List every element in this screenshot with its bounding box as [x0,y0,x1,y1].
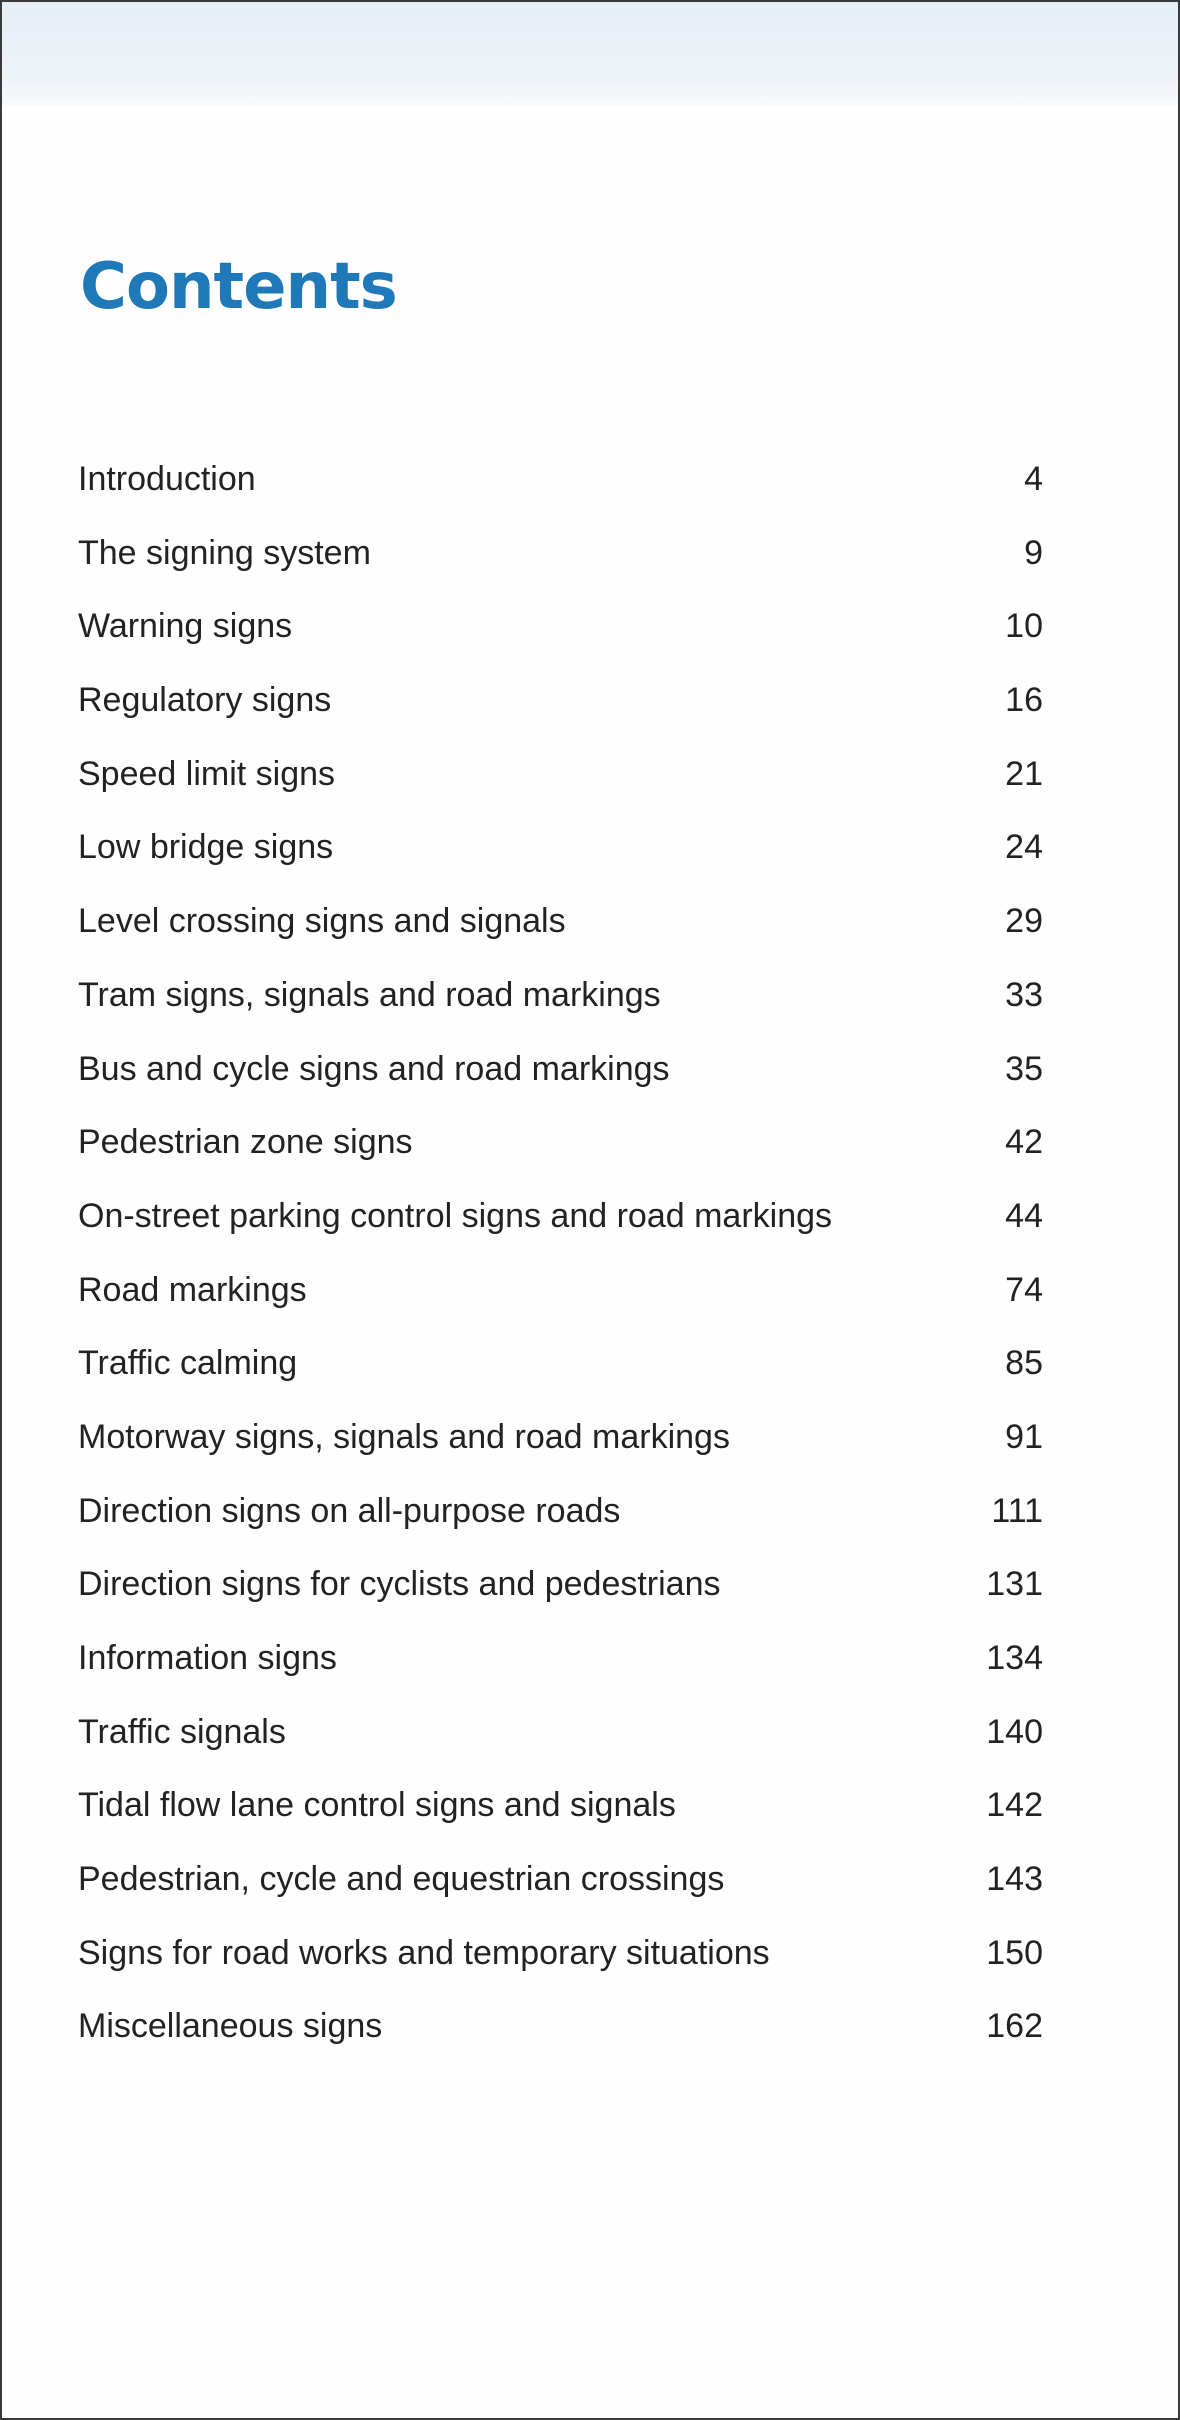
toc-entry-label: Introduction [78,460,256,498]
table-of-contents [2,460,1178,2081]
toc-entry-label: Miscellaneous signs [78,2007,383,2046]
toc-entry-page-number: 134 [986,1639,1043,1677]
toc-entry-page-number: 143 [986,1860,1043,1899]
toc-entry[interactable] [2,755,1178,829]
toc-entry-label: Direction signs for cyclists and pedestrians [78,1565,721,1604]
toc-entry[interactable] [2,1713,1178,1787]
toc-entry-label: Low bridge signs [78,828,334,867]
toc-entry-label: Motorway signs, signals and road markings [78,1417,730,1456]
toc-entry[interactable] [2,902,1178,976]
toc-entry[interactable] [2,1197,1178,1271]
toc-entry[interactable] [2,1344,1178,1418]
toc-entry-page-number: 162 [986,2007,1043,2046]
toc-entry[interactable] [2,2007,1178,2081]
toc-entry-page-number: 33 [1005,975,1043,1014]
toc-entry-page-number: 44 [1005,1196,1043,1235]
toc-entry[interactable] [2,607,1178,681]
toc-entry-label: Pedestrian, cycle and equestrian crossings [78,1860,725,1899]
toc-entry-page-number: 9 [1024,533,1043,572]
toc-entry[interactable] [2,1418,1178,1492]
toc-entry-page-number: 140 [986,1712,1043,1751]
toc-entry-page-number: 111 [991,1491,1043,1530]
toc-entry[interactable] [2,1860,1178,1934]
toc-entry-page-number: 10 [1005,607,1043,646]
toc-entry[interactable] [2,1934,1178,2008]
toc-entry-label: Bus and cycle signs and road markings [78,1049,670,1088]
toc-entry-label: Pedestrian zone signs [78,1123,413,1162]
toc-entry-page-number: 150 [986,1933,1043,1972]
toc-entry-label: Warning signs [78,607,293,646]
toc-entry-label: Traffic signals [78,1712,286,1751]
toc-entry-label: Speed limit signs [78,754,336,793]
toc-entry-label: Information signs [78,1639,337,1677]
toc-entry-label: On-street parking control signs and road markings [78,1196,833,1235]
toc-entry[interactable] [2,1565,1178,1639]
toc-entry[interactable] [2,1050,1178,1124]
toc-entry-page-number: 131 [986,1565,1043,1604]
toc-entry-page-number: 21 [1005,754,1043,793]
toc-entry-label: Traffic calming [78,1344,298,1383]
page-title: Contents [80,250,397,324]
toc-entry[interactable] [2,1123,1178,1197]
toc-entry-label: Direction signs on all-purpose roads [78,1491,621,1530]
toc-entry-page-number: 24 [1005,828,1043,867]
toc-entry-label: The signing system [78,533,371,572]
toc-entry[interactable] [2,460,1178,534]
toc-entry-label: Road markings [78,1270,307,1309]
toc-entry[interactable] [2,1786,1178,1860]
toc-entry[interactable] [2,1271,1178,1345]
toc-entry-label: Tram signs, signals and road markings [78,975,661,1014]
toc-entry-page-number: 85 [1005,1344,1043,1383]
toc-entry-page-number: 74 [1005,1270,1043,1309]
toc-entry[interactable] [2,828,1178,902]
toc-entry-page-number: 91 [1005,1417,1043,1456]
toc-entry-page-number: 42 [1005,1123,1043,1162]
toc-entry-page-number: 16 [1005,681,1043,720]
toc-entry-page-number: 142 [986,1786,1043,1825]
toc-entry-label: Tidal flow lane control signs and signals [78,1786,676,1825]
toc-entry[interactable] [2,534,1178,608]
toc-entry[interactable] [2,1492,1178,1566]
toc-entry-page-number: 29 [1005,902,1043,941]
top-band [2,2,1178,106]
toc-entry-label: Signs for road works and temporary situations [78,1933,770,1972]
toc-entry-page-number: 35 [1005,1049,1043,1088]
toc-entry-label: Level crossing signs and signals [78,902,566,941]
toc-entry[interactable] [2,681,1178,755]
toc-entry[interactable] [2,976,1178,1050]
toc-entry-label: Regulatory signs [78,681,332,720]
toc-entry[interactable] [2,1639,1178,1713]
toc-entry-page-number: 4 [1024,460,1043,498]
